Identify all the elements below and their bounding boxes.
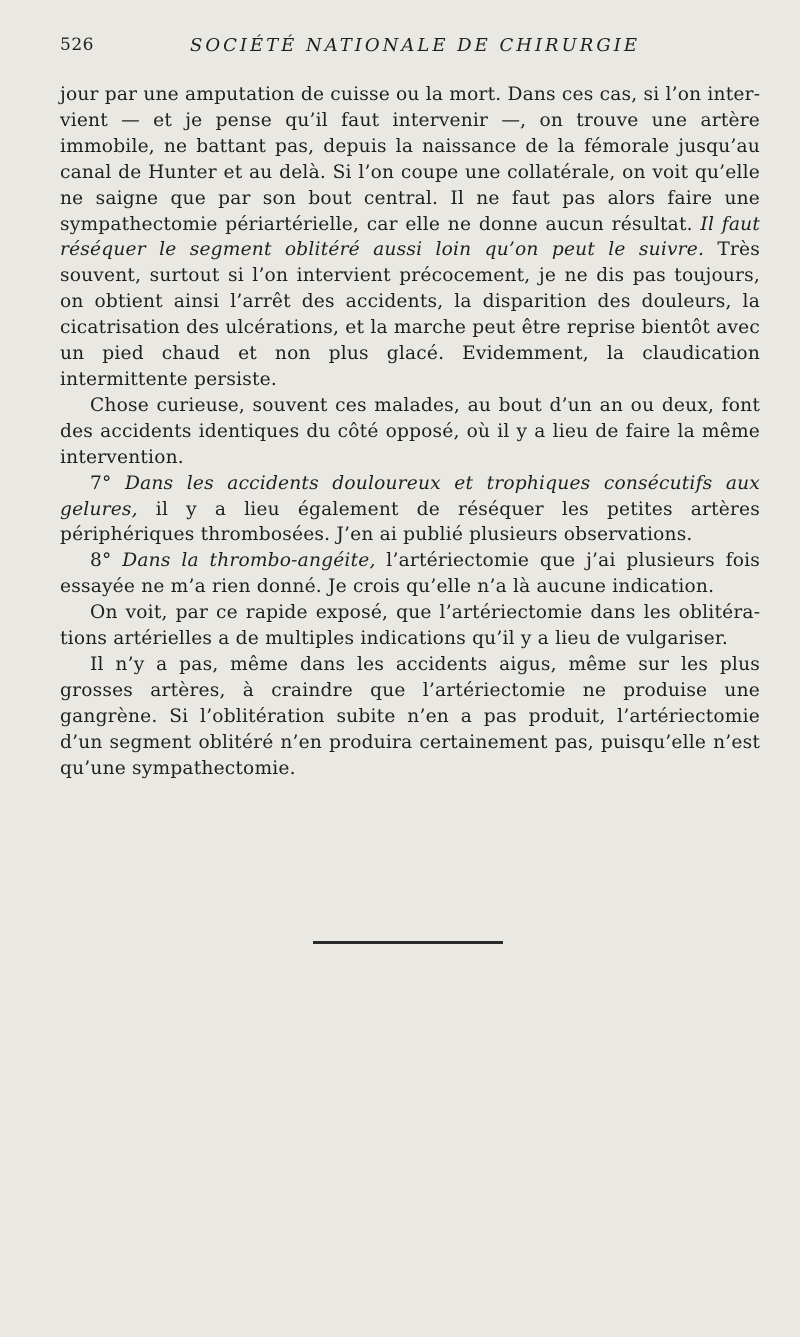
paragraph-4-text: l’artériectomie que j’ai plusieurs fois essayée ne m’a rien donné. Je crois qu’elle n’a là aucune indication.	[60, 550, 760, 598]
paragraph-2: Chose curieuse, souvent ces malades, au bout d’un an ou deux, font des accidents identiques du côté opposé, où il y a lieu de faire la même intervention.	[60, 394, 760, 468]
paragraph-1-text-a: jour par une amputation de cuisse ou la mort. Dans ces cas, si l’on intervient — et je pense qu’il faut intervenir —, on trouve une artère immobile, ne battant pas, depuis la naissance de la fémorale jusqu’au canal de Hunter et au delà. Si l’on coupe une collatérale, on voit qu’elle ne saigne que par son bout central. Il ne faut pas alors faire une sympathectomie périartérielle, car elle ne donne aucun résultat.	[60, 84, 760, 235]
running-title: SOCIÉTÉ NATIONALE DE CHIRURGIE	[190, 35, 640, 56]
section-end-rule	[313, 941, 503, 944]
paragraph-3-emphasis: Dans les accidents douloureux et trophiques consécutifs aux gelures,	[60, 472, 760, 520]
page-number: 526	[60, 35, 94, 55]
body-text	[60, 82, 760, 781]
page-header	[60, 35, 760, 65]
paragraph-3-text: il y a lieu également de réséquer les petites artères périphériques thrombosées. J’en ai publié plusieurs observations.	[60, 498, 760, 546]
paragraph-6: Il n’y a pas, même dans les accidents aigus, même sur les plus grosses artères, à craindre que l’artériectomie ne produise une gangrène. Si l’oblitération subite n’en a pas produit, l’artériectomie d’un segment oblitéré n’en produira certainement pas, puisqu’elle n’est qu’une sympathectomie.	[60, 653, 760, 779]
paragraph-5: On voit, par ce rapide exposé, que l’artériectomie dans les oblitérations artérielles a de multiples indications qu’il y a lieu de vulgariser.	[60, 602, 760, 650]
paragraph-3-number: 7°	[90, 472, 125, 494]
paragraph-1-text-c: Très souvent, surtout si l’on intervient précocement, je ne dis pas toujours, on obtient ainsi l’arrêt des accidents, la disparition des douleurs, la cicatrisation des ulcérations, et la marche peut être reprise bientôt avec un pied chaud et non plus glacé. Evidemment, la claudication intermittente persiste.	[60, 239, 760, 390]
paragraph-1	[60, 82, 760, 393]
paragraph-4-emphasis: Dans la thrombo-angéite,	[122, 550, 376, 572]
paragraph-4	[60, 548, 760, 600]
paragraph-4-number: 8°	[90, 550, 123, 572]
paragraph-3	[60, 471, 760, 549]
paragraph-1-emphasis: Il faut réséquer le segment oblitéré aussi loin qu’on peut le suivre.	[60, 213, 760, 261]
